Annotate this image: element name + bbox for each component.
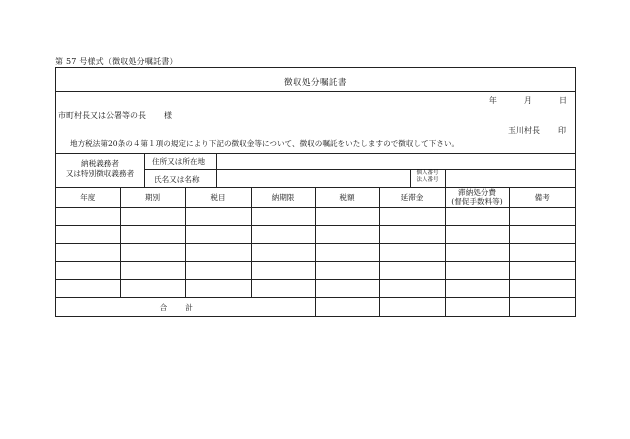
- total-row: [56, 298, 575, 317]
- col-header-due-date: 納期限: [251, 187, 315, 208]
- address-label: 住所又は所在地: [152, 157, 206, 166]
- table-cell[interactable]: [56, 280, 120, 298]
- table-cell[interactable]: [509, 262, 575, 280]
- table-cell[interactable]: [251, 262, 315, 280]
- total-tax-amount-cell[interactable]: [315, 298, 379, 317]
- name-label: 氏名又は名称: [154, 175, 200, 184]
- table-cell[interactable]: [120, 226, 185, 244]
- table-cell[interactable]: [120, 208, 185, 226]
- document-title: 徴収処分嘱託書: [283, 78, 347, 88]
- table-cell[interactable]: [315, 226, 379, 244]
- table-cell[interactable]: [251, 226, 315, 244]
- table-cell[interactable]: [120, 280, 185, 298]
- total-late-charge-cell[interactable]: [379, 298, 445, 317]
- table-cell[interactable]: [379, 244, 445, 262]
- table-cell[interactable]: [379, 208, 445, 226]
- col-header-tax-amount: 税額: [315, 187, 379, 208]
- table-cell[interactable]: [251, 208, 315, 226]
- col-header-fiscal-year: 年度: [56, 187, 120, 208]
- date-month-label: 月: [523, 96, 532, 105]
- seal-mark: 印: [558, 126, 566, 135]
- total-label: [56, 298, 315, 317]
- table-cell[interactable]: [185, 208, 251, 226]
- form-frame: [55, 67, 576, 317]
- field-label-divider: [216, 153, 217, 187]
- disposition-cost-sublabel: (督促手数料等): [451, 197, 503, 206]
- table-cell[interactable]: [315, 262, 379, 280]
- table-row: [56, 208, 575, 226]
- table-cell[interactable]: [185, 226, 251, 244]
- table-cell[interactable]: [445, 262, 509, 280]
- table-cell[interactable]: [379, 262, 445, 280]
- table-header-row: [56, 187, 575, 208]
- table-cell[interactable]: [251, 244, 315, 262]
- corporate-number-label: 法人番号: [416, 177, 439, 183]
- total-disposition-cost-cell[interactable]: [445, 298, 509, 317]
- table-cell[interactable]: [56, 208, 120, 226]
- table-cell[interactable]: [185, 280, 251, 298]
- col-header-period: 期別: [120, 187, 185, 208]
- form-number: 第 57 号様式（徴収処分嘱託書）: [55, 57, 178, 66]
- table-row: [56, 262, 575, 280]
- total-label-text: 合計: [159, 302, 211, 312]
- table-cell[interactable]: [379, 280, 445, 298]
- addressee-name: 市町村長又は公署等の長: [58, 111, 146, 120]
- personal-number-label: 個人番号: [416, 170, 439, 176]
- table-cell[interactable]: [379, 226, 445, 244]
- addressee: [58, 110, 172, 121]
- total-remarks-cell[interactable]: [509, 298, 575, 317]
- taxpayer-label-line2: 又は特別徴収義務者: [65, 169, 135, 178]
- date-year-label: 年: [488, 96, 497, 105]
- table-cell[interactable]: [315, 244, 379, 262]
- table-cell[interactable]: [185, 244, 251, 262]
- table-cell[interactable]: [120, 262, 185, 280]
- table-cell[interactable]: [315, 280, 379, 298]
- table-cell[interactable]: [509, 244, 575, 262]
- table-cell[interactable]: [56, 226, 120, 244]
- table-cell[interactable]: [445, 244, 509, 262]
- table-cell[interactable]: [509, 226, 575, 244]
- table-row: [56, 226, 575, 244]
- disposition-cost-label: 滞納処分費: [458, 188, 496, 197]
- taxpayer-mid-line: [144, 169, 575, 170]
- tax-table: [56, 187, 575, 316]
- addressee-honorific: 様: [164, 111, 172, 120]
- id-number-label: [410, 170, 445, 184]
- body-text: 地方税法第20条の４第１項の規定により下記の徴収金等について、徴収の嘱託をいたしますので徴収して下さい。: [70, 139, 460, 148]
- col-header-remarks: 備考: [509, 187, 575, 208]
- col-header-tax-item: 税目: [185, 187, 251, 208]
- id-label-divider-right: [445, 169, 446, 187]
- table-cell[interactable]: [509, 208, 575, 226]
- taxpayer-label-line1: 納税義務者: [81, 159, 119, 168]
- taxpayer-label: [56, 153, 144, 187]
- col-header-late-charge: 延滞金: [379, 187, 445, 208]
- table-row: [56, 280, 575, 298]
- col-header-disposition-cost: [445, 187, 509, 208]
- table-cell[interactable]: [445, 226, 509, 244]
- taxpayer-label-divider: [144, 153, 145, 187]
- date-day-label: 日: [559, 96, 567, 105]
- table-cell[interactable]: [445, 280, 509, 298]
- table-cell[interactable]: [56, 262, 120, 280]
- sender: [508, 125, 566, 136]
- table-cell[interactable]: [185, 262, 251, 280]
- table-cell[interactable]: [120, 244, 185, 262]
- title-divider: [56, 91, 575, 92]
- table-cell[interactable]: [509, 280, 575, 298]
- date-line: [489, 95, 567, 106]
- table-cell[interactable]: [315, 208, 379, 226]
- table-cell[interactable]: [251, 280, 315, 298]
- table-cell[interactable]: [445, 208, 509, 226]
- table-row: [56, 244, 575, 262]
- sender-name: 玉川村長: [508, 126, 540, 135]
- table-cell[interactable]: [56, 244, 120, 262]
